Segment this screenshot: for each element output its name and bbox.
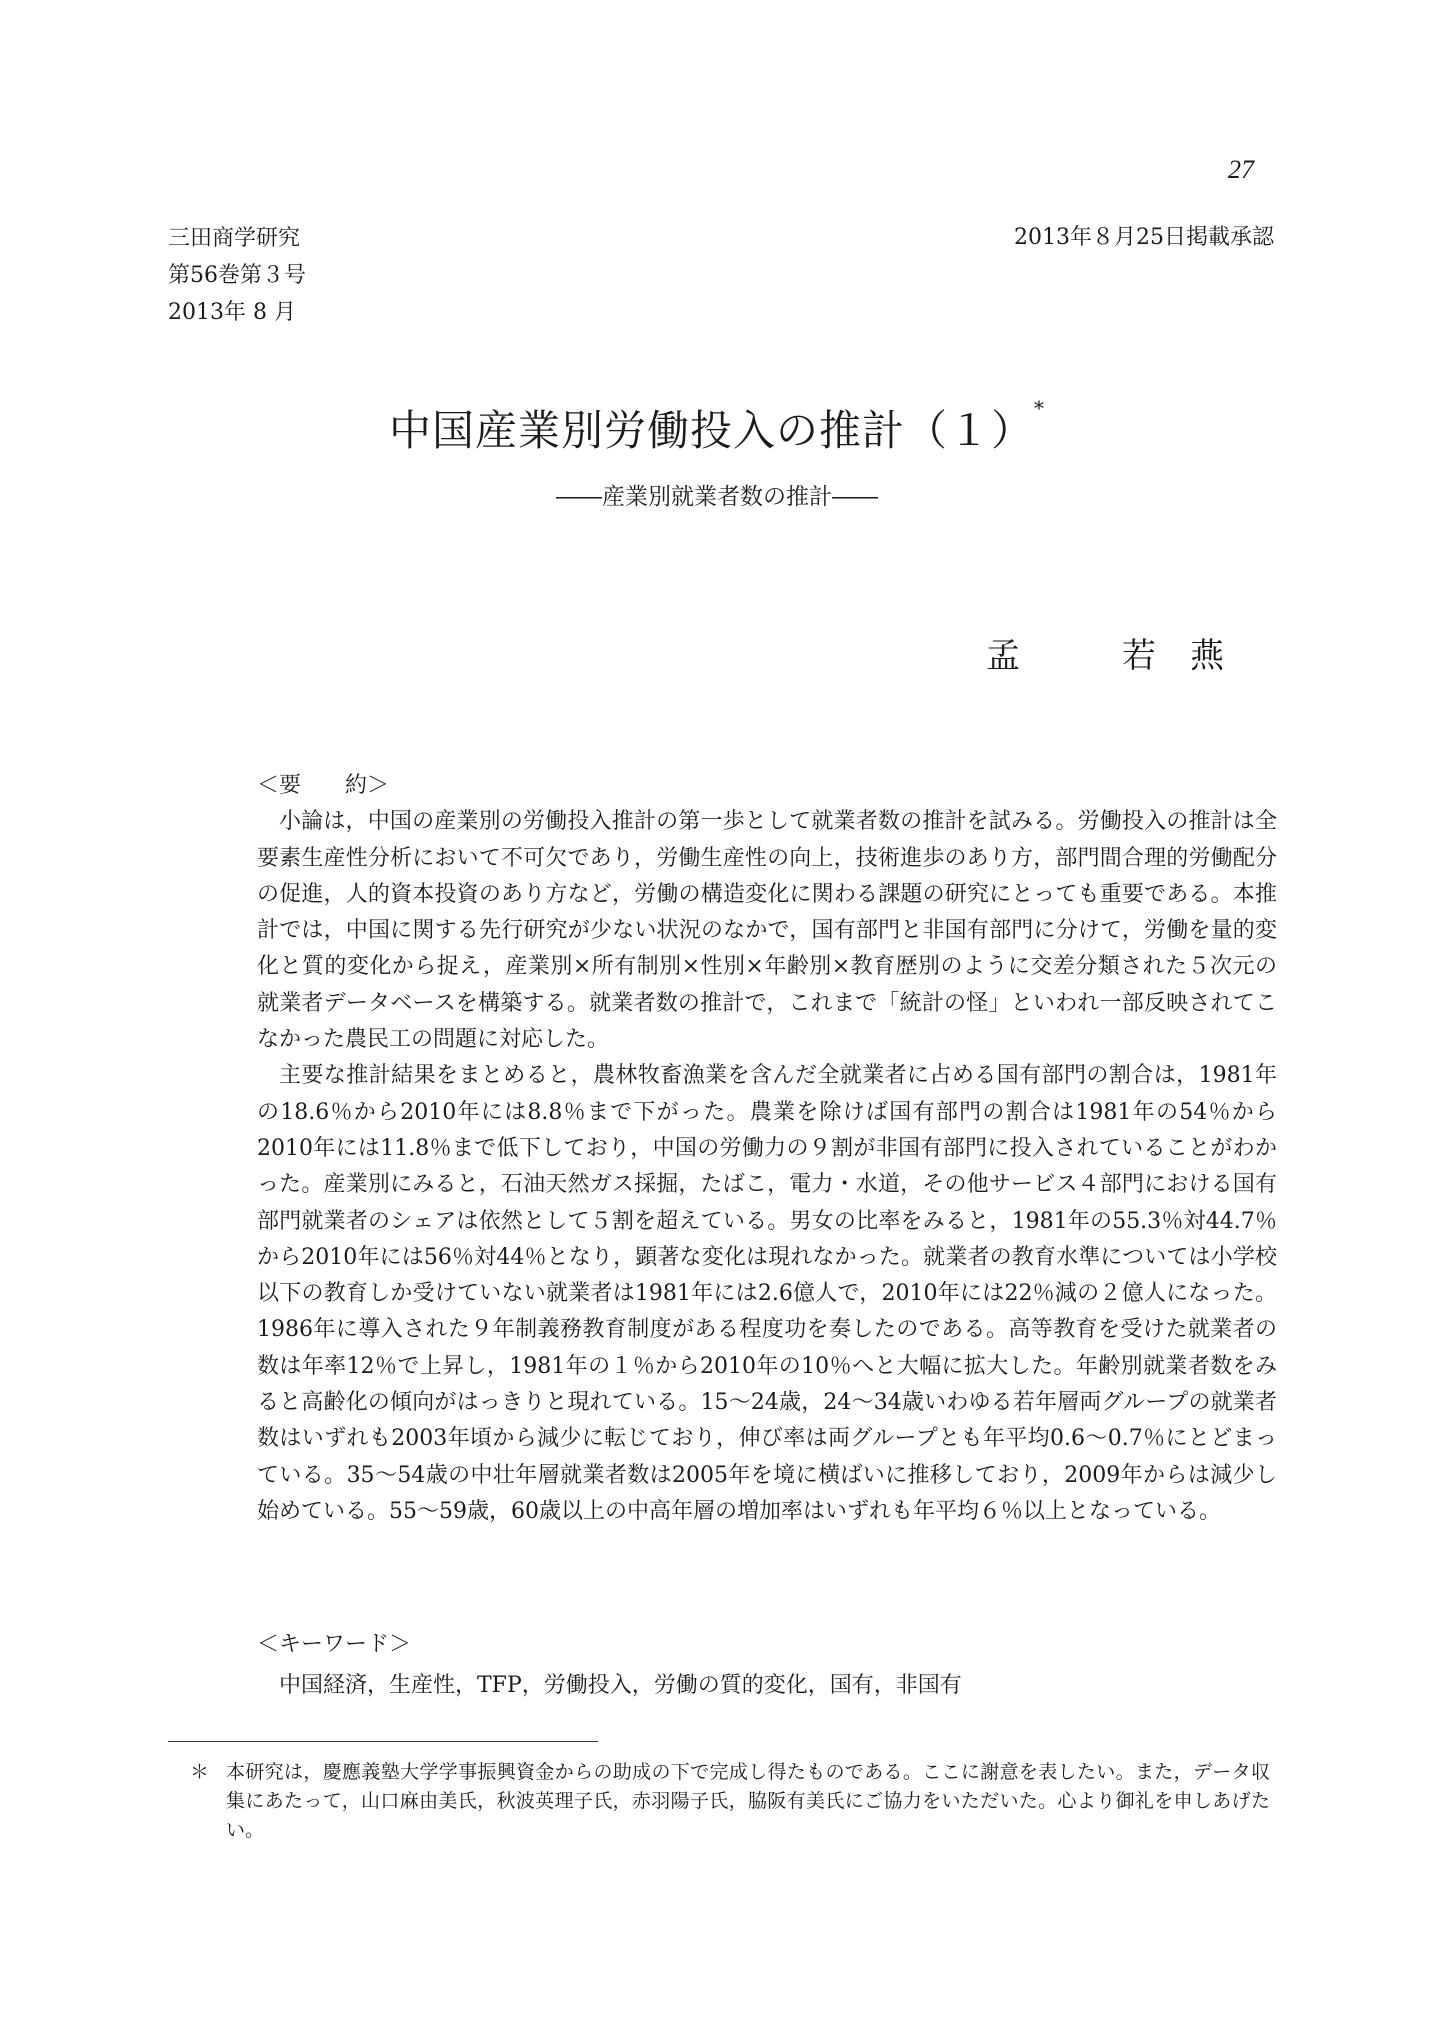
abstract-paragraph-2: 主要な推計結果をまとめると，農林牧畜漁業を含んだ全就業者に占める国有部門の割合は，1981年の18.6％から2010年には8.8％まで下がった。農業を除けば国有部門の割合は1981年の54％から2010年には11.8％まで低下しており，中国の労働力の９割が非国有部門に投入されていることがわかった。産業別にみると，石油天然ガス採掘，たばこ，電力・水道，その他サービス４部門における国有部門就業者のシェアは依然として５割を超えている。男女の比率をみると，1981年の55.3％対44.7％から2010年には56％対44％となり，顕著な変化は現れなかった。就業者の教育水準については小学校以下の教育しか受けていない就業者は1981年には2.6億人で，2010年には22％減の２億人になった。1986年に導入された９年制義務教育制度がある程度功を奏したのである。高等教育を受けた就業者の数は年率12％で上昇し，1981年の１％から2010年の10％へと大幅に拡大した。年齢別就業者数をみると高齢化の傾向がはっきりと現れている。15～24歳，24～34歳いわゆる若年層両グループの就業者数はいずれも2003年頃から減少に転じており，伸び率は両グループとも年平均0.6～0.7％にとどまっている。35～54歳の中壮年層就業者数は2005年を境に横ばいに推移しており，2009年からは減少し始めている。55～59歳，60歳以上の中高年層の増加率はいずれも年平均６％以上となっている。 bbox=[257, 1063, 1277, 1524]
footnote-mark: ＊ bbox=[190, 1761, 210, 1783]
journal-name: 三田商学研究 bbox=[168, 226, 301, 251]
abstract-heading: ＜要 約＞ bbox=[257, 773, 390, 798]
paper-subtitle: ――産業別就業者数の推計―― bbox=[556, 484, 878, 510]
abstract bbox=[257, 768, 1277, 1530]
paper-title bbox=[0, 398, 1434, 458]
journal-info bbox=[168, 220, 306, 331]
title-footnote-mark: * bbox=[1034, 396, 1045, 420]
abstract-paragraph-1: 小論は，中国の産業別の労働投入推計の第一歩として就業者数の推計を試みる。労働投入の推計は全要素生産性分析において不可欠であり，労働生産性の向上，技術進歩のあり方，部門間合理的労働配分の促進，人的資本投資のあり方など，労働の構造変化に関わる課題の研究にとっても重要である。本推計では，中国に関する先行研究が少ない状況のなかで，国有部門と非国有部門に分けて，労働を量的変化と質的変化から捉え，産業別×所有制別×性別×年齢別×教育歴別のように交差分類された５次元の就業者データベースを構築する。就業者数の推計で，これまで「統計の怪」といわれ一部反映されてこなかった農民工の問題に対応した。 bbox=[257, 809, 1277, 1053]
page-number: 27 bbox=[1228, 155, 1254, 184]
approval-date: 2013年８月25日掲載承認 bbox=[1014, 225, 1274, 250]
footnote bbox=[190, 1758, 1270, 1845]
journal-date: 2013年 8 月 bbox=[168, 300, 296, 325]
footnote-text: 本研究は，慶應義塾大学学事振興資金からの助成の下で完成し得たものである。ここに謝意を表したい。また，データ収集にあたって，山口麻由美氏，秋波英理子氏，赤羽陽子氏，脇阪有美氏にご協力をいただいた。心より御礼を申しあげたい。 bbox=[226, 1761, 1270, 1841]
keywords-heading: ＜キーワード＞ bbox=[257, 1632, 412, 1657]
keywords-list: 中国経済，生産性，TFP，労働投入，労働の質的変化，国有，非国有 bbox=[279, 1673, 962, 1698]
title-text: 中国産業別労働投入の推計（１） bbox=[388, 406, 1034, 455]
footnote-divider bbox=[168, 1741, 598, 1742]
author-name: 孟 若 燕 bbox=[986, 636, 1224, 676]
journal-volume: 第56巻第３号 bbox=[168, 263, 306, 288]
